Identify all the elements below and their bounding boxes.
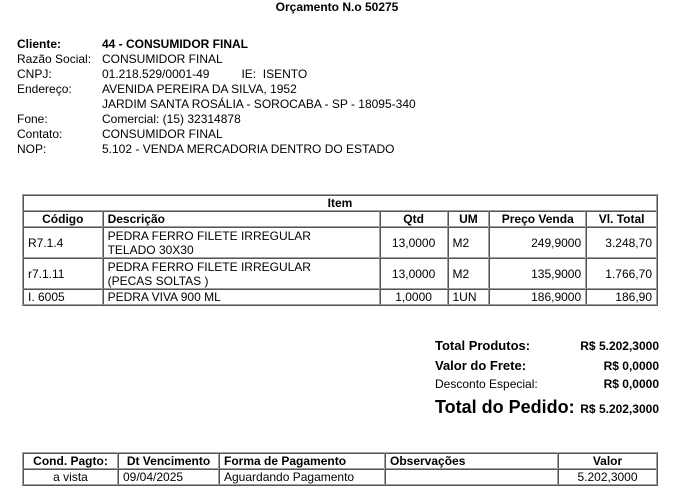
col-forma-pagamento: Forma de Pagamento [219,453,385,469]
payment-header-row [23,453,657,469]
fone-value: Comercial: (15) 32314878 [102,112,241,126]
payment-table [22,452,658,486]
cell-obs [385,469,558,485]
cell-vencimento: 09/04/2025 [118,469,219,485]
descricao-line2: (PECAS SOLTAS ) [107,273,209,288]
items-header-row [23,211,657,227]
table-row [23,289,657,305]
cell-qtd: 13,0000 [380,258,448,289]
total-produtos-row [435,338,659,358]
cell-um: 1UN [448,289,490,305]
items-table [22,194,658,306]
col-qtd: Qtd [380,211,448,227]
total-produtos-label: Total Produtos: [435,338,531,353]
valor-frete-row [435,358,659,377]
endereco-label: Endereço: [17,82,72,96]
nop-row [17,142,416,157]
cell-qtd: 1,0000 [380,289,448,305]
col-codigo: Código [23,211,103,227]
descricao-line1: PEDRA FERRO FILETE IRREGULAR [107,228,311,243]
desconto-label: Desconto Especial: [435,377,538,391]
client-row [17,37,416,52]
col-dt-vencimento: Dt Vencimento [118,453,219,469]
cell-codigo: I. 6005 [23,289,103,305]
col-valor: Valor [558,453,657,469]
col-um: UM [448,211,490,227]
client-value: 44 - CONSUMIDOR FINAL [102,37,249,51]
cnpj-label: CNPJ: [17,67,52,81]
descricao-line2: TELADO 30X30 [107,242,194,257]
cell-codigo: r7.1.11 [23,258,103,289]
items-section-title: Item [23,195,657,211]
client-info [17,37,416,157]
descricao-line1: PEDRA FERRO FILETE IRREGULAR [107,259,311,274]
cell-preco: 249,9000 [489,227,586,258]
table-row [23,258,657,289]
valor-frete-label: Valor do Frete: [435,358,527,373]
total-pedido-row [435,397,659,421]
cell-preco: 135,9000 [489,258,586,289]
razao-social-value: CONSUMIDOR FINAL [102,52,223,66]
cell-qtd: 13,0000 [380,227,448,258]
cell-cond: a vista [23,469,118,485]
col-cond-pagto: Cond. Pagto: [23,453,118,469]
contato-label: Contato: [17,127,63,141]
desconto-row [435,377,659,397]
client-label: Cliente: [17,37,62,51]
totals-block [435,338,659,421]
cell-um: M2 [448,258,490,289]
contato-row [17,127,416,142]
desconto-value: R$ 0,0000 [603,377,659,391]
table-row [23,469,657,485]
endereco-row [17,82,416,97]
col-observacoes: Observações [385,453,558,469]
cell-preco: 186,9000 [489,289,586,305]
cell-descricao: PEDRA VIVA 900 ML [103,289,380,305]
nop-value: 5.102 - VENDA MERCADORIA DENTRO DO ESTADO [102,142,395,156]
fone-row [17,112,416,127]
col-vl-total: Vl. Total [586,211,657,227]
cnpj-row [17,67,416,82]
cell-total: 1.766,70 [586,258,657,289]
cell-total: 186,90 [586,289,657,305]
cell-total: 3.248,70 [586,227,657,258]
document-title: Orçamento N.o 50275 [275,0,399,14]
fone-label: Fone: [17,112,48,126]
endereco-line2-row [17,97,416,112]
endereco-value: AVENIDA PEREIRA DA SILVA, 1952 [102,82,297,96]
contato-value: CONSUMIDOR FINAL [102,127,223,141]
total-pedido-label: Total do Pedido: [435,397,575,417]
col-descricao: Descrição [103,211,380,227]
total-pedido-value: R$ 5.202,3000 [580,402,659,416]
endereco-line2-value: JARDIM SANTA ROSÁLIA - SOROCABA - SP - 18095-340 [102,97,416,111]
cell-valor: 5.202,3000 [558,469,657,485]
ie-value: ISENTO [262,67,308,81]
cell-descricao [103,258,380,289]
total-produtos-value: R$ 5.202,3000 [580,339,659,353]
razao-social-row [17,52,416,67]
table-row [23,227,657,258]
nop-label: NOP: [17,142,47,156]
cnpj-value: 01.218.529/0001-49 [102,67,210,81]
razao-social-label: Razão Social: [17,52,92,66]
ie-label: IE: [241,67,257,81]
endereco-line2-label [17,97,102,112]
cell-forma: Aguardando Pagamento [219,469,385,485]
cell-um: M2 [448,227,490,258]
valor-frete-value: R$ 0,0000 [603,359,659,373]
col-preco-venda: Preço Venda [489,211,586,227]
cell-descricao [103,227,380,258]
cell-codigo: R7.1.4 [23,227,103,258]
